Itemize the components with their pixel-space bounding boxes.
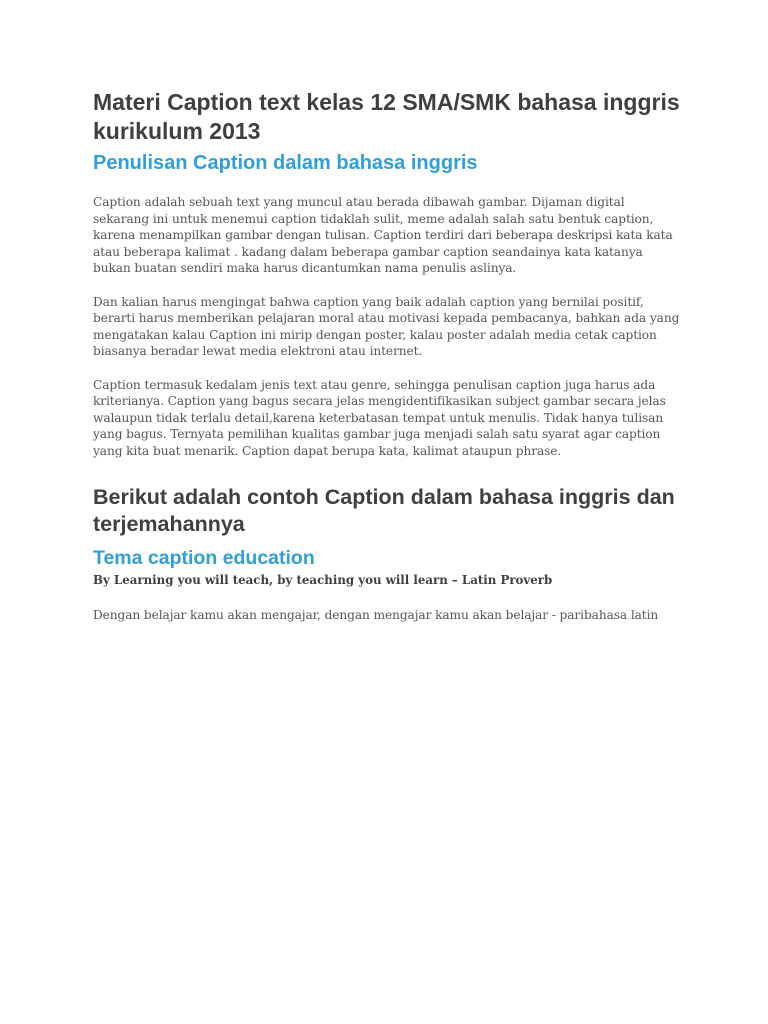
body-paragraph-1: Caption adalah sebuah text yang muncul atau berada dibawah gambar. Dijaman digital sekarang ini untuk menemui caption tidaklah sulit, meme adalah salah satu bentuk caption, karena menampilkan gambar dengan tulisan. Caption terdiri dari beberapa deskripsi kata kata atau beberapa kalimat . kadang dalam beberapa gambar caption seandainya kata katanya bukan buatan sendiri maka harus dicantumkan nama penulis aslinya. <box>93 195 673 275</box>
body-paragraph-3: Caption termasuk kedalam jenis text atau genre, sehingga penulisan caption juga harus ada kriterianya. Caption yang bagus secara jelas mengidentifikasikan subject gambar secara jelas walaupun tidak terlalu detail,karena keterbatasan tempat untuk menulis. Tidak hanya tulisan yang bagus. Ternyata pemilihan kualitas gambar juga menjadi salah satu syarat agar caption yang kita buat menarik. Caption dapat berupa kata, kalimat ataupun phrase. <box>93 377 666 458</box>
section-heading: Berikut adalah contoh Caption dalam bahasa inggris dan terjemahannya <box>93 485 675 536</box>
page-title: Materi Caption text kelas 12 SMA/SMK bahasa inggris kurikulum 2013 <box>93 89 680 144</box>
body-paragraph-2: Dan kalian harus mengingat bahwa caption yang baik adalah caption yang bernilai positif, berarti harus memberikan pelajaran moral atau motivasi kepada pembacanya, bahkan ada yang mengatakan kalau Caption ini mirip dengan poster, kalau poster adalah media cetak caption biasanya beradar lewat media elektroni atau internet. <box>93 294 680 358</box>
example-translation: Dengan belajar kamu akan mengajar, dengan mengajar kamu akan belajar - paribahasa latin <box>93 608 659 622</box>
page-subtitle: Penulisan Caption dalam bahasa inggris <box>93 152 478 174</box>
theme-heading: Tema caption education <box>93 547 315 569</box>
document-page <box>93 88 683 641</box>
example-quote: By Learning you will teach, by teaching you will learn – Latin Proverb <box>93 573 553 587</box>
